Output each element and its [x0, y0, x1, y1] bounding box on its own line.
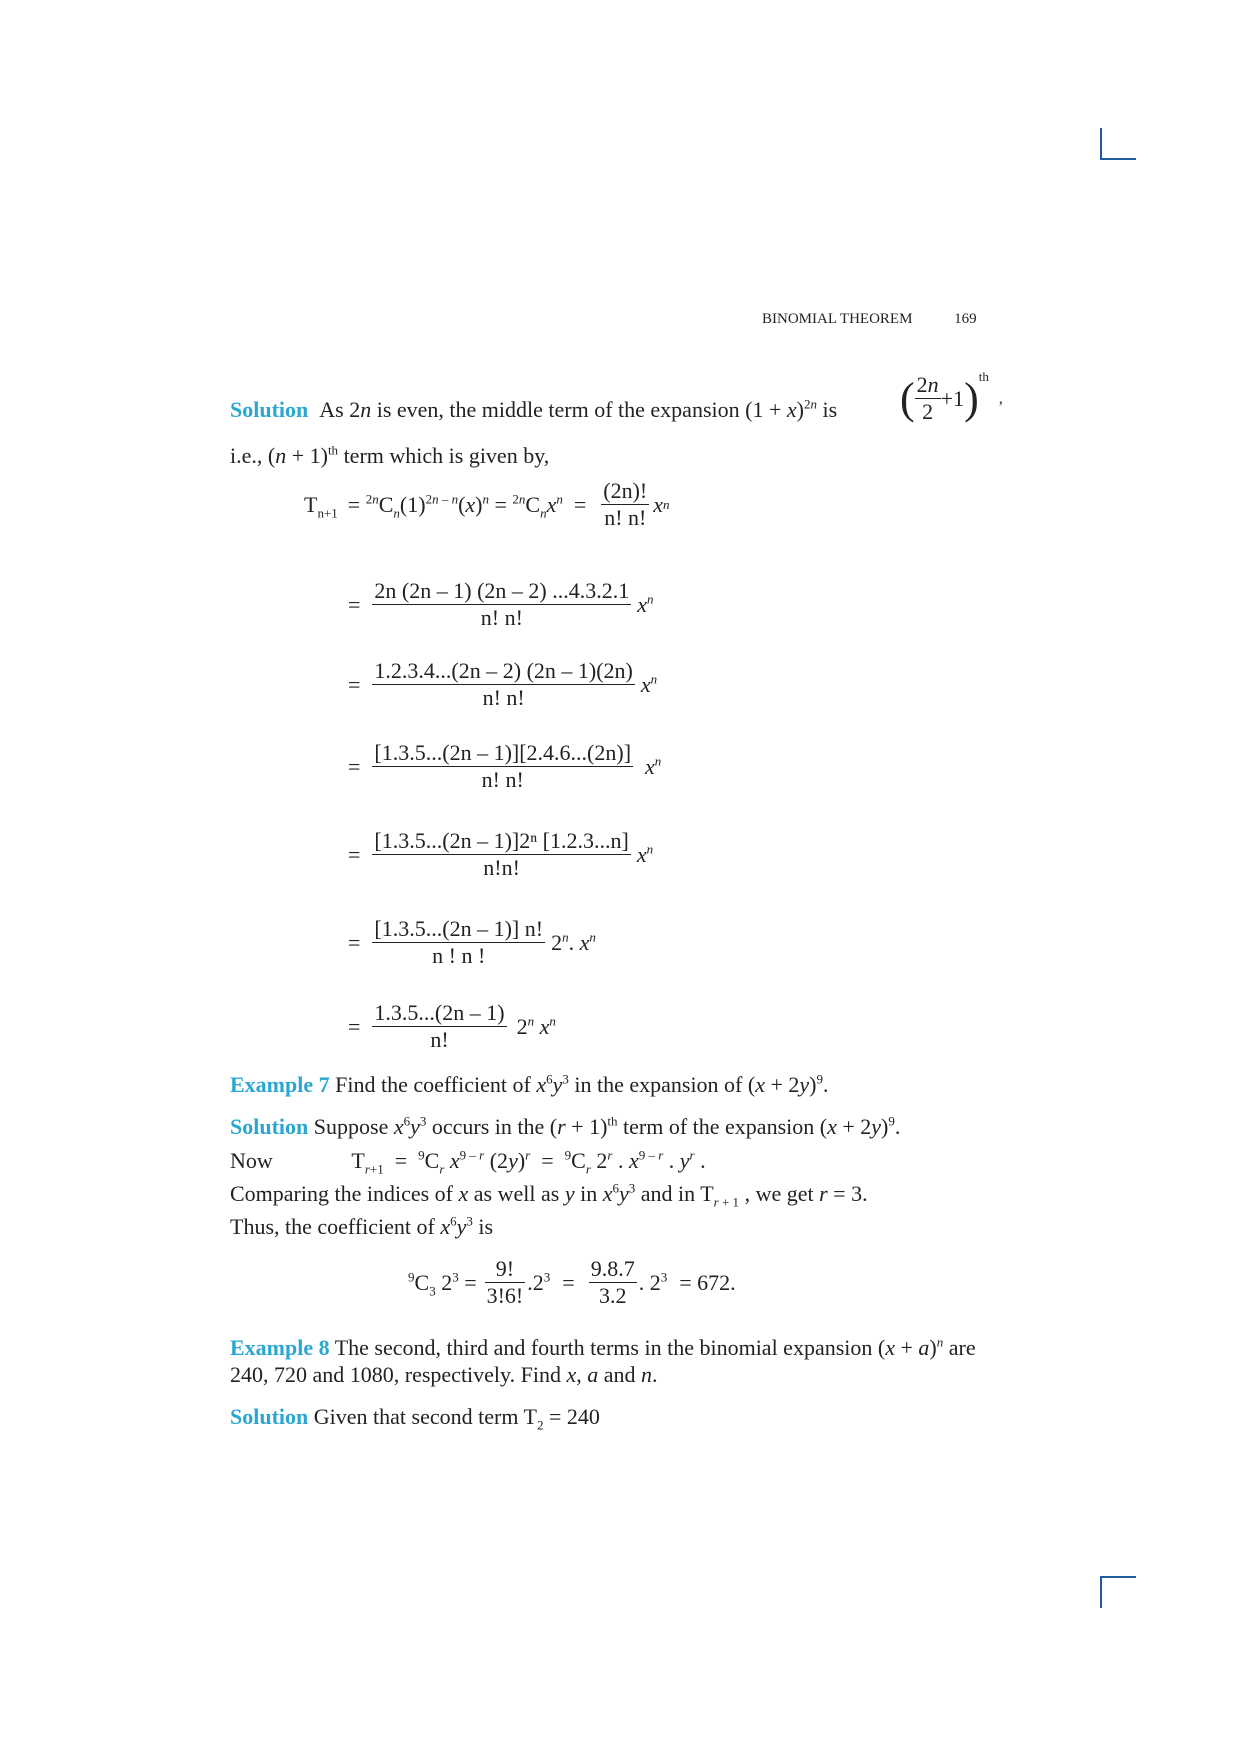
derivation-line-5: = $\frac{\text{[1.3.5...(2n – 1)]2ⁿ [1.2.3...n]}}{n!n!}$ $x^n$ — [348, 828, 654, 880]
solution-7-line-1: Solution Suppose $x^6y^3$ occurs in the $(r + 1)^{th}$ term of the expansion $(x + 2y)^9$. — [230, 1113, 901, 1139]
example-8-label: Example 8 — [230, 1335, 330, 1360]
solution-7-label: Solution — [230, 1114, 309, 1139]
solution-7-line-3: Comparing the indices of x as well as y in $x^6y^3$ and in $T_{r + 1}$ , we get r = 3. — [230, 1180, 868, 1210]
solution-1-line-1: Solution As 2n is even, the middle term of the expansion $(1 + x)^{2n}$ is — [230, 396, 838, 422]
example-7: Example 7 Find the coefficient of $x^6y^3$ in the expansion of $(x + 2y)^9$. — [230, 1071, 829, 1097]
solution-8-label: Solution — [230, 1404, 309, 1429]
solution-7-line-2: Now $T_{r+1} = ^9C_r$ $x^{9 - r}$ $(2y)^r = ^9C_r$ 2$^r$ . $x^{9 - r}$ . $y^r$ . — [230, 1147, 706, 1177]
derivation-line-6: = $\frac{[1.3.5...(2n - 1)] n!}{n ! n !}$ 2$^n$. $x^n$ — [348, 916, 596, 968]
crop-mark-bottom-horizontal — [1100, 1576, 1136, 1578]
example-8-line-2: 240, 720 and 1080, respectively. Find x, a and n. — [230, 1362, 658, 1387]
example-8-line-1: Example 8 The second, third and fourth terms in the binomial expansion $(x + a)^n$ are — [230, 1334, 976, 1360]
derivation-line-7: = $\frac{1.3.5...(2n - 1)}{n!}$ 2$^n$ $x^n$ — [348, 1000, 556, 1052]
solution-label: Solution — [230, 397, 309, 422]
derivation-line-2: = $\frac{2n (2n - 1) (2n - 2) ...4.3.2.1}{n! n!}$ $x^n$ — [348, 578, 654, 630]
derivation-line-4: = $\frac{[1.3.5...(2n - 1)][2.4.6...(2n)]}{n! n!}$ $x^n$ — [348, 740, 662, 792]
crop-mark-bottom-vertical — [1100, 1576, 1102, 1608]
crop-mark-top-vertical — [1100, 128, 1102, 160]
solution-1-line-2: i.e., $(n + 1)^{th}$ term which is given by, — [230, 442, 550, 468]
derivation-line-3: = $\frac{1.2.3.4...(2n - 2) (2n - 1)(2n)}{n! n!}$ $x^n$ — [348, 658, 658, 710]
running-header — [762, 311, 977, 328]
derivation-line-1: $T_{n+1}$ = $^{2n}C_n(1)^{2n - n}(x)^n = ^{2n}C_nx^n$ = $\frac{(2n)!}{n! n!}$ x n — [304, 478, 670, 530]
crop-mark-top-horizontal — [1100, 158, 1136, 160]
middle-term-expression: ( $\frac{2n}{2}$ +1 ) $^{th}$ , — [900, 368, 1003, 424]
page-number: 169 — [954, 311, 977, 327]
solution-7-line-4: Thus, the coefficient of $x^6y^3$ is — [230, 1213, 494, 1239]
header-title: BINOMIAL THEOREM — [762, 311, 913, 327]
solution-8: Solution Given that second term $T_2 = 240$ — [230, 1404, 600, 1433]
coefficient-computation: $^9C_3$ $2^3$ = $\frac{9!}{3!6!}$ $.2^3$ = $\frac{9.8.7}{3.2}$ . $2^3$ = 672. — [408, 1256, 736, 1308]
example-7-label: Example 7 — [230, 1072, 330, 1097]
